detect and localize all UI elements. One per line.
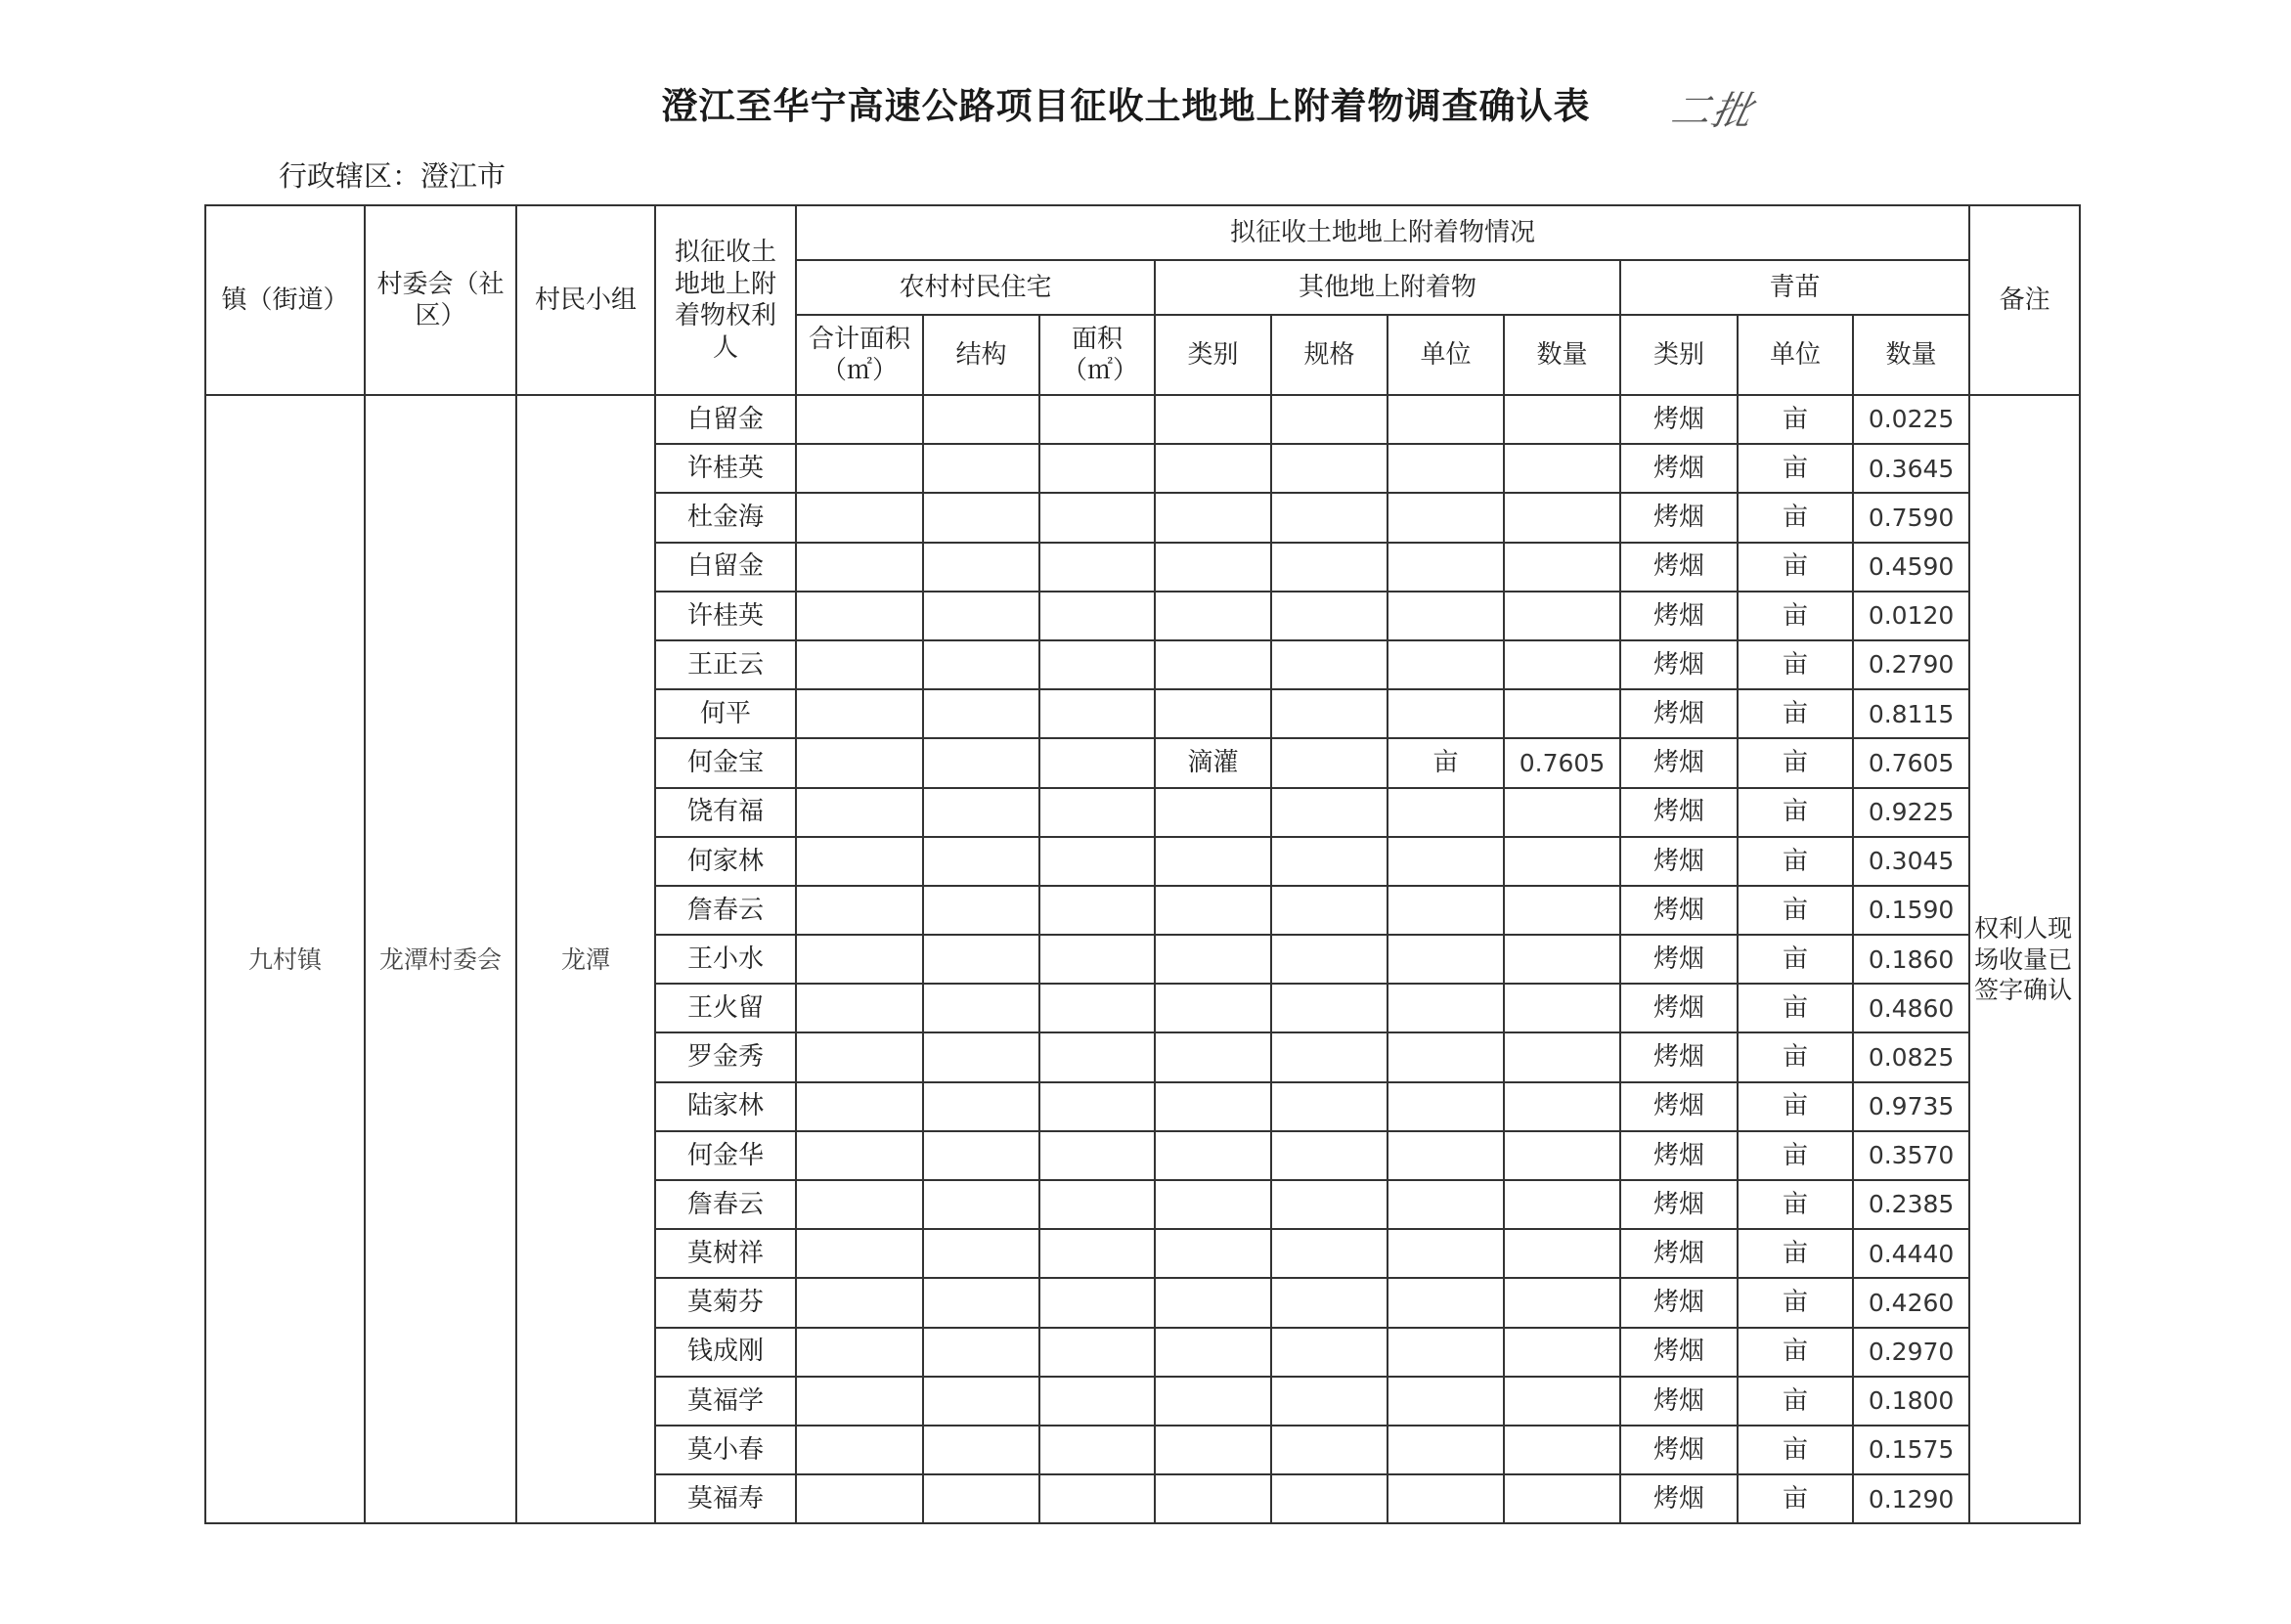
header-unit: 单位 [1388, 315, 1504, 395]
crop-quantity-cell: 0.0120 [1853, 592, 1969, 640]
other-spec-cell [1271, 788, 1388, 837]
area-cell [1039, 1131, 1155, 1180]
other-unit-cell [1388, 1131, 1504, 1180]
crop-category-cell: 烤烟 [1620, 444, 1738, 493]
area-cell [1039, 592, 1155, 640]
total-area-cell [796, 1328, 923, 1377]
structure-cell [923, 395, 1039, 444]
area-cell [1039, 1032, 1155, 1081]
structure-cell [923, 689, 1039, 738]
crop-quantity-cell: 0.1290 [1853, 1474, 1969, 1523]
right-holder-cell: 钱成刚 [655, 1328, 796, 1377]
other-unit-cell [1388, 1426, 1504, 1474]
crop-quantity-cell: 0.1575 [1853, 1426, 1969, 1474]
structure-cell [923, 1377, 1039, 1426]
other-spec-cell [1271, 837, 1388, 886]
other-unit-cell [1388, 689, 1504, 738]
area-cell [1039, 493, 1155, 542]
crop-unit-cell: 亩 [1738, 1474, 1853, 1523]
right-holder-cell: 白留金 [655, 395, 796, 444]
area-cell [1039, 1229, 1155, 1278]
crop-quantity-cell: 0.2385 [1853, 1180, 1969, 1229]
other-spec-cell [1271, 738, 1388, 787]
crop-category-cell: 烤烟 [1620, 1180, 1738, 1229]
total-area-cell [796, 1474, 923, 1523]
other-quantity-cell [1504, 1032, 1620, 1081]
crop-category-cell: 烤烟 [1620, 1082, 1738, 1131]
right-holder-cell: 王小水 [655, 935, 796, 984]
header-crop-unit: 单位 [1738, 315, 1853, 395]
header-remarks: 备注 [1969, 205, 2080, 395]
crop-quantity-cell: 0.3570 [1853, 1131, 1969, 1180]
crop-unit-cell: 亩 [1738, 444, 1853, 493]
total-area-cell [796, 1278, 923, 1327]
other-category-cell [1155, 640, 1271, 689]
area-cell [1039, 1377, 1155, 1426]
total-area-cell [796, 1032, 923, 1081]
area-cell [1039, 738, 1155, 787]
remark-cell: 权利人现场收量已签字确认 [1969, 395, 2080, 1523]
other-unit-cell [1388, 886, 1504, 935]
other-quantity-cell [1504, 689, 1620, 738]
other-spec-cell [1271, 984, 1388, 1032]
area-cell [1039, 543, 1155, 592]
right-holder-cell: 王火留 [655, 984, 796, 1032]
area-cell [1039, 1278, 1155, 1327]
crop-unit-cell: 亩 [1738, 1131, 1853, 1180]
total-area-cell [796, 1229, 923, 1278]
other-category-cell [1155, 1377, 1271, 1426]
right-holder-cell: 莫树祥 [655, 1229, 796, 1278]
other-unit-cell [1388, 395, 1504, 444]
structure-cell [923, 935, 1039, 984]
crop-category-cell: 烤烟 [1620, 1278, 1738, 1327]
crop-quantity-cell: 0.4260 [1853, 1278, 1969, 1327]
crop-unit-cell: 亩 [1738, 1229, 1853, 1278]
total-area-cell [796, 886, 923, 935]
crop-unit-cell: 亩 [1738, 788, 1853, 837]
crop-unit-cell: 亩 [1738, 1082, 1853, 1131]
crop-unit-cell: 亩 [1738, 1032, 1853, 1081]
structure-cell [923, 788, 1039, 837]
right-holder-cell: 王正云 [655, 640, 796, 689]
other-category-cell [1155, 395, 1271, 444]
crop-category-cell: 烤烟 [1620, 788, 1738, 837]
other-category-cell [1155, 788, 1271, 837]
other-spec-cell [1271, 1082, 1388, 1131]
other-spec-cell [1271, 493, 1388, 542]
table-row [205, 395, 2080, 444]
crop-quantity-cell: 0.4860 [1853, 984, 1969, 1032]
crop-category-cell: 烤烟 [1620, 640, 1738, 689]
structure-cell [923, 1180, 1039, 1229]
other-category-cell [1155, 886, 1271, 935]
other-spec-cell [1271, 1426, 1388, 1474]
crop-category-cell: 烤烟 [1620, 984, 1738, 1032]
total-area-cell [796, 837, 923, 886]
other-quantity-cell [1504, 1278, 1620, 1327]
crop-unit-cell: 亩 [1738, 395, 1853, 444]
area-cell [1039, 1180, 1155, 1229]
other-quantity-cell [1504, 1131, 1620, 1180]
right-holder-cell: 许桂英 [655, 444, 796, 493]
right-holder-cell: 何平 [655, 689, 796, 738]
crop-category-cell: 烤烟 [1620, 493, 1738, 542]
crop-quantity-cell: 0.7605 [1853, 738, 1969, 787]
structure-cell [923, 984, 1039, 1032]
header-attachment-situation: 拟征收土地地上附着物情况 [796, 205, 1969, 260]
other-quantity-cell [1504, 1229, 1620, 1278]
header-category: 类别 [1155, 315, 1271, 395]
structure-cell [923, 1328, 1039, 1377]
crop-category-cell: 烤烟 [1620, 935, 1738, 984]
right-holder-cell: 许桂英 [655, 592, 796, 640]
other-quantity-cell [1504, 1426, 1620, 1474]
area-cell [1039, 395, 1155, 444]
other-quantity-cell [1504, 886, 1620, 935]
total-area-cell [796, 935, 923, 984]
header-structure: 结构 [923, 315, 1039, 395]
other-unit-cell [1388, 935, 1504, 984]
other-unit-cell [1388, 444, 1504, 493]
crop-quantity-cell: 0.8115 [1853, 689, 1969, 738]
other-spec-cell [1271, 1278, 1388, 1327]
header-spec: 规格 [1271, 315, 1388, 395]
other-unit-cell [1388, 1229, 1504, 1278]
crop-quantity-cell: 0.4590 [1853, 543, 1969, 592]
header-town: 镇（街道） [205, 205, 365, 395]
other-unit-cell [1388, 543, 1504, 592]
crop-category-cell: 烤烟 [1620, 395, 1738, 444]
other-spec-cell [1271, 640, 1388, 689]
other-spec-cell [1271, 395, 1388, 444]
other-unit-cell [1388, 1278, 1504, 1327]
other-category-cell [1155, 837, 1271, 886]
other-spec-cell [1271, 1377, 1388, 1426]
other-category-cell [1155, 1032, 1271, 1081]
other-quantity-cell [1504, 395, 1620, 444]
crop-category-cell: 烤烟 [1620, 738, 1738, 787]
other-quantity-cell [1504, 837, 1620, 886]
other-spec-cell [1271, 1229, 1388, 1278]
area-cell [1039, 886, 1155, 935]
other-spec-cell [1271, 1131, 1388, 1180]
total-area-cell [796, 493, 923, 542]
crop-quantity-cell: 0.0225 [1853, 395, 1969, 444]
other-category-cell [1155, 444, 1271, 493]
other-unit-cell: 亩 [1388, 738, 1504, 787]
crop-quantity-cell: 0.1860 [1853, 935, 1969, 984]
other-quantity-cell [1504, 984, 1620, 1032]
crop-category-cell: 烤烟 [1620, 592, 1738, 640]
other-unit-cell [1388, 1328, 1504, 1377]
structure-cell [923, 1474, 1039, 1523]
page-title [0, 76, 2291, 129]
other-spec-cell [1271, 689, 1388, 738]
handwritten-batch-mark: 二批 [1666, 89, 1759, 134]
other-spec-cell [1271, 543, 1388, 592]
town-cell: 九村镇 [205, 395, 365, 1523]
crop-quantity-cell: 0.3045 [1853, 837, 1969, 886]
other-unit-cell [1388, 1474, 1504, 1523]
right-holder-cell: 莫福寿 [655, 1474, 796, 1523]
header-crops: 青苗 [1620, 260, 1969, 315]
crop-category-cell: 烤烟 [1620, 1229, 1738, 1278]
other-quantity-cell [1504, 444, 1620, 493]
other-category-cell [1155, 543, 1271, 592]
total-area-cell [796, 1377, 923, 1426]
crop-unit-cell: 亩 [1738, 738, 1853, 787]
crop-category-cell: 烤烟 [1620, 1377, 1738, 1426]
other-quantity-cell: 0.7605 [1504, 738, 1620, 787]
structure-cell [923, 1426, 1039, 1474]
crop-category-cell: 烤烟 [1620, 1032, 1738, 1081]
other-unit-cell [1388, 640, 1504, 689]
region-label: 行政辖区：澄江市 [279, 159, 507, 193]
other-quantity-cell [1504, 1474, 1620, 1523]
structure-cell [923, 1131, 1039, 1180]
crop-category-cell: 烤烟 [1620, 886, 1738, 935]
other-spec-cell [1271, 1032, 1388, 1081]
right-holder-cell: 莫小春 [655, 1426, 796, 1474]
total-area-cell [796, 592, 923, 640]
other-quantity-cell [1504, 1180, 1620, 1229]
village-committee-cell: 龙潭村委会 [365, 395, 516, 1523]
area-cell [1039, 1082, 1155, 1131]
survey-table [204, 204, 2081, 1524]
other-quantity-cell [1504, 1082, 1620, 1131]
crop-category-cell: 烤烟 [1620, 543, 1738, 592]
other-quantity-cell [1504, 543, 1620, 592]
structure-cell [923, 738, 1039, 787]
other-category-cell [1155, 935, 1271, 984]
crop-category-cell: 烤烟 [1620, 837, 1738, 886]
other-quantity-cell [1504, 1377, 1620, 1426]
other-spec-cell [1271, 1180, 1388, 1229]
other-unit-cell [1388, 592, 1504, 640]
other-category-cell [1155, 1082, 1271, 1131]
right-holder-cell: 白留金 [655, 543, 796, 592]
crop-unit-cell: 亩 [1738, 1377, 1853, 1426]
structure-cell [923, 543, 1039, 592]
structure-cell [923, 1278, 1039, 1327]
other-quantity-cell [1504, 788, 1620, 837]
crop-quantity-cell: 0.2970 [1853, 1328, 1969, 1377]
crop-quantity-cell: 0.9735 [1853, 1082, 1969, 1131]
crop-unit-cell: 亩 [1738, 886, 1853, 935]
crop-unit-cell: 亩 [1738, 592, 1853, 640]
other-category-cell [1155, 1328, 1271, 1377]
crop-quantity-cell: 0.2790 [1853, 640, 1969, 689]
crop-unit-cell: 亩 [1738, 984, 1853, 1032]
other-category-cell [1155, 1474, 1271, 1523]
header-rural-housing: 农村村民住宅 [796, 260, 1155, 315]
other-spec-cell [1271, 1328, 1388, 1377]
other-category-cell [1155, 1180, 1271, 1229]
other-unit-cell [1388, 493, 1504, 542]
crop-quantity-cell: 0.9225 [1853, 788, 1969, 837]
area-cell [1039, 1426, 1155, 1474]
other-unit-cell [1388, 1082, 1504, 1131]
other-quantity-cell [1504, 493, 1620, 542]
crop-quantity-cell: 0.4440 [1853, 1229, 1969, 1278]
right-holder-cell: 何金华 [655, 1131, 796, 1180]
crop-category-cell: 烤烟 [1620, 1131, 1738, 1180]
crop-quantity-cell: 0.0825 [1853, 1032, 1969, 1081]
area-cell [1039, 640, 1155, 689]
right-holder-cell: 莫菊芬 [655, 1278, 796, 1327]
right-holder-cell: 詹春云 [655, 886, 796, 935]
structure-cell [923, 640, 1039, 689]
right-holder-cell: 何金宝 [655, 738, 796, 787]
other-unit-cell [1388, 1180, 1504, 1229]
other-unit-cell [1388, 1377, 1504, 1426]
structure-cell [923, 886, 1039, 935]
right-holder-cell: 杜金海 [655, 493, 796, 542]
other-quantity-cell [1504, 592, 1620, 640]
structure-cell [923, 1082, 1039, 1131]
crop-unit-cell: 亩 [1738, 837, 1853, 886]
crop-category-cell: 烤烟 [1620, 689, 1738, 738]
other-category-cell [1155, 1229, 1271, 1278]
total-area-cell [796, 395, 923, 444]
other-category-cell [1155, 689, 1271, 738]
crop-unit-cell: 亩 [1738, 935, 1853, 984]
area-cell [1039, 1328, 1155, 1377]
other-category-cell [1155, 1278, 1271, 1327]
area-cell [1039, 837, 1155, 886]
other-category-cell [1155, 984, 1271, 1032]
other-category-cell [1155, 493, 1271, 542]
crop-unit-cell: 亩 [1738, 493, 1853, 542]
other-spec-cell [1271, 935, 1388, 984]
right-holder-cell: 陆家林 [655, 1082, 796, 1131]
total-area-cell [796, 738, 923, 787]
page-title-text: 澄江至华宁高速公路项目征收土地地上附着物调查确认表 [661, 84, 1591, 127]
other-quantity-cell [1504, 935, 1620, 984]
structure-cell [923, 592, 1039, 640]
header-village-group: 村民小组 [516, 205, 655, 395]
other-unit-cell [1388, 984, 1504, 1032]
structure-cell [923, 444, 1039, 493]
other-category-cell [1155, 1426, 1271, 1474]
right-holder-cell: 詹春云 [655, 1180, 796, 1229]
structure-cell [923, 1032, 1039, 1081]
total-area-cell [796, 1180, 923, 1229]
structure-cell [923, 493, 1039, 542]
crop-unit-cell: 亩 [1738, 1278, 1853, 1327]
area-cell [1039, 1474, 1155, 1523]
header-total-area: 合计面积（㎡） [796, 315, 923, 395]
total-area-cell [796, 1426, 923, 1474]
crop-quantity-cell: 0.3645 [1853, 444, 1969, 493]
structure-cell [923, 837, 1039, 886]
area-cell [1039, 788, 1155, 837]
area-cell [1039, 935, 1155, 984]
crop-unit-cell: 亩 [1738, 543, 1853, 592]
other-quantity-cell [1504, 1328, 1620, 1377]
crop-unit-cell: 亩 [1738, 1328, 1853, 1377]
area-cell [1039, 689, 1155, 738]
crop-unit-cell: 亩 [1738, 689, 1853, 738]
header-quantity: 数量 [1504, 315, 1620, 395]
total-area-cell [796, 689, 923, 738]
total-area-cell [796, 543, 923, 592]
header-other-attachments: 其他地上附着物 [1155, 260, 1620, 315]
area-cell [1039, 444, 1155, 493]
other-spec-cell [1271, 444, 1388, 493]
header-village-committee: 村委会（社区） [365, 205, 516, 395]
total-area-cell [796, 640, 923, 689]
other-spec-cell [1271, 1474, 1388, 1523]
other-unit-cell [1388, 1032, 1504, 1081]
other-category-cell [1155, 1131, 1271, 1180]
other-spec-cell [1271, 592, 1388, 640]
crop-category-cell: 烤烟 [1620, 1328, 1738, 1377]
total-area-cell [796, 788, 923, 837]
header-right-holder: 拟征收土地地上附着物权利人 [655, 205, 796, 395]
other-spec-cell [1271, 886, 1388, 935]
structure-cell [923, 1229, 1039, 1278]
crop-unit-cell: 亩 [1738, 640, 1853, 689]
crop-category-cell: 烤烟 [1620, 1474, 1738, 1523]
crop-quantity-cell: 0.1590 [1853, 886, 1969, 935]
other-unit-cell [1388, 788, 1504, 837]
crop-quantity-cell: 0.7590 [1853, 493, 1969, 542]
total-area-cell [796, 444, 923, 493]
village-group-cell: 龙潭 [516, 395, 655, 1523]
header-crop-category: 类别 [1620, 315, 1738, 395]
right-holder-cell: 何家林 [655, 837, 796, 886]
right-holder-cell: 莫福学 [655, 1377, 796, 1426]
header-area: 面积（㎡） [1039, 315, 1155, 395]
right-holder-cell: 饶有福 [655, 788, 796, 837]
area-cell [1039, 984, 1155, 1032]
crop-unit-cell: 亩 [1738, 1180, 1853, 1229]
header-crop-quantity: 数量 [1853, 315, 1969, 395]
crop-unit-cell: 亩 [1738, 1426, 1853, 1474]
other-category-cell [1155, 592, 1271, 640]
right-holder-cell: 罗金秀 [655, 1032, 796, 1081]
crop-category-cell: 烤烟 [1620, 1426, 1738, 1474]
other-unit-cell [1388, 837, 1504, 886]
crop-quantity-cell: 0.1800 [1853, 1377, 1969, 1426]
other-category-cell: 滴灌 [1155, 738, 1271, 787]
total-area-cell [796, 1131, 923, 1180]
total-area-cell [796, 1082, 923, 1131]
other-quantity-cell [1504, 640, 1620, 689]
total-area-cell [796, 984, 923, 1032]
